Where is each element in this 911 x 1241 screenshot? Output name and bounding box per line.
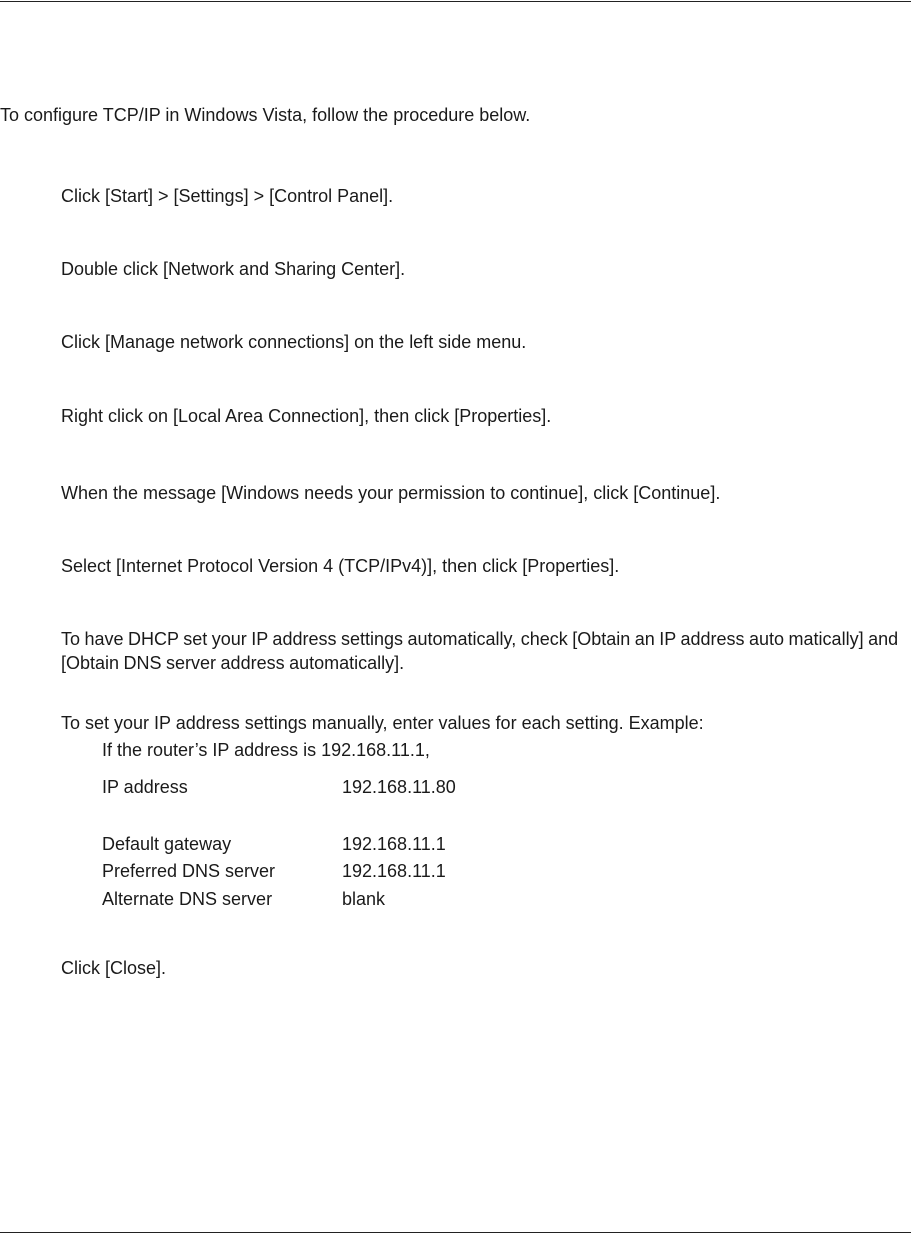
intro-text: To configure TCP/IP in Windows Vista, follow the procedure below. bbox=[0, 105, 531, 125]
example-row-alternate-dns bbox=[102, 887, 385, 911]
step-open-control-panel: Click [Start] > [Settings] > [Control Panel]. bbox=[61, 186, 394, 206]
example-router-line: If the router’s IP address is 192.168.11.1, bbox=[102, 740, 430, 760]
example-value: 192.168.11.80 bbox=[342, 777, 456, 797]
step-dhcp-automatic: To have DHCP set your IP address settings automatically, check [Obtain an IP address auto matically] and [Obtain DNS server address automatically]. bbox=[61, 629, 899, 673]
example-value: 192.168.11.1 bbox=[342, 861, 446, 881]
example-label: Default gateway bbox=[102, 834, 232, 854]
step-manage-network-connections: Click [Manage network connections] on the left side menu. bbox=[61, 332, 527, 352]
step-manual-settings: To set your IP address settings manually, enter values for each setting. Example: bbox=[61, 713, 704, 733]
example-label: Preferred DNS server bbox=[102, 861, 276, 881]
example-label: IP address bbox=[102, 777, 188, 797]
step-permission-continue: When the message [Windows needs your permission to continue], click [Continue]. bbox=[61, 483, 721, 503]
example-value: 192.168.11.1 bbox=[342, 834, 446, 854]
example-value: blank bbox=[342, 889, 386, 909]
bottom-rule bbox=[0, 1232, 911, 1233]
step-select-ipv4-properties: Select [Internet Protocol Version 4 (TCP/IPv4)], then click [Properties]. bbox=[61, 556, 620, 576]
example-row-ip-address bbox=[102, 775, 456, 799]
top-rule bbox=[0, 1, 911, 2]
step-network-sharing-center: Double click [Network and Sharing Center]. bbox=[61, 259, 406, 279]
example-row-preferred-dns bbox=[102, 859, 446, 883]
step-local-area-connection-properties: Right click on [Local Area Connection], then click [Properties]. bbox=[61, 406, 552, 426]
example-row-default-gateway bbox=[102, 832, 446, 856]
example-label: Alternate DNS server bbox=[102, 889, 273, 909]
step-click-close: Click [Close]. bbox=[61, 958, 167, 978]
